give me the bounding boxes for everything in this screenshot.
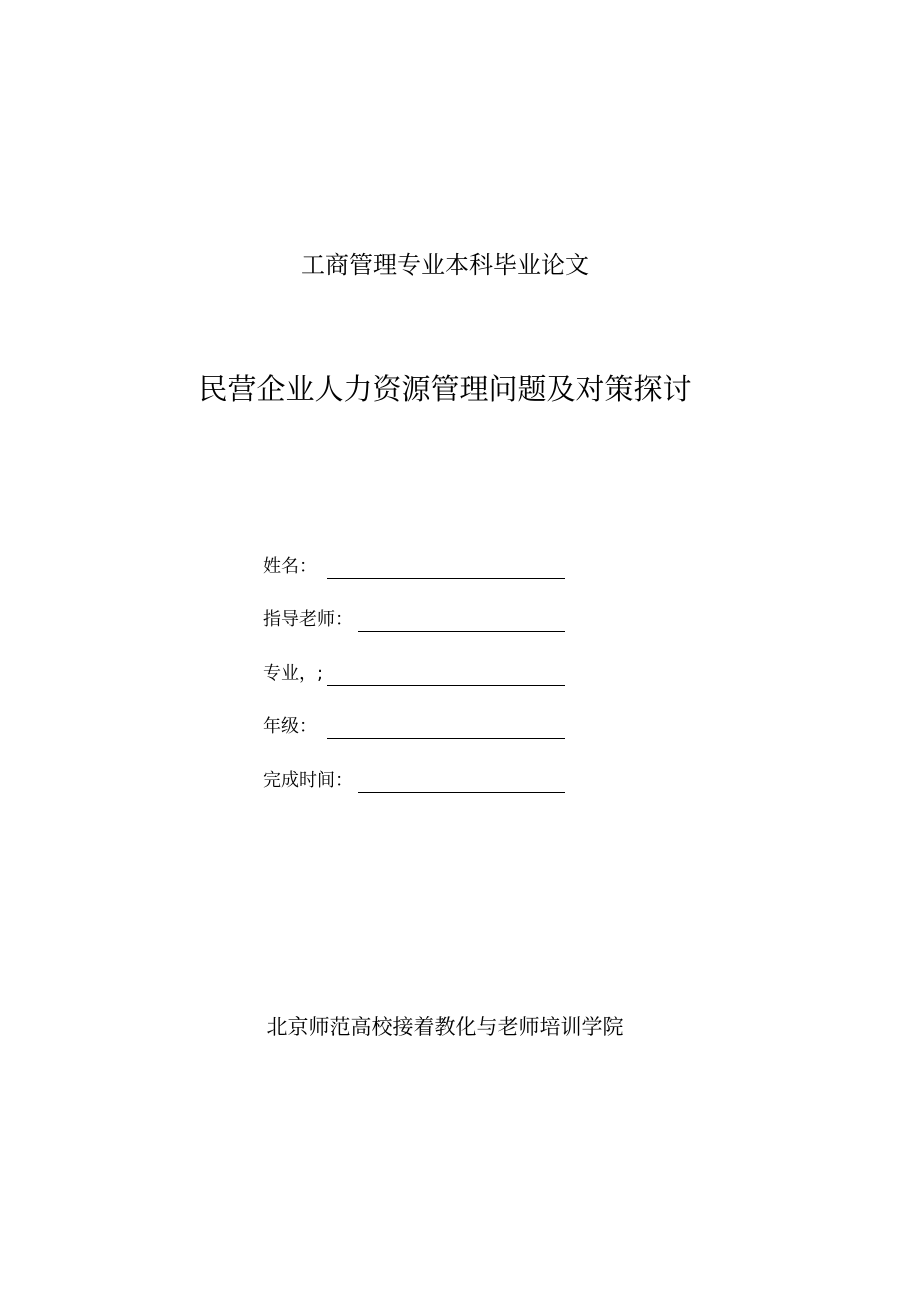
field-label-name: 姓名：	[263, 556, 317, 577]
field-label-completion-date: 完成时间：	[263, 770, 353, 791]
field-name	[263, 553, 317, 581]
field-label-grade: 年级：	[263, 716, 317, 737]
field-major	[263, 660, 323, 688]
advisor-blank-line	[358, 631, 565, 632]
completion-date-blank-line	[358, 792, 565, 793]
field-advisor	[263, 606, 353, 634]
major-blank-line	[327, 685, 565, 686]
field-grade	[263, 713, 317, 741]
name-blank-line	[327, 578, 565, 579]
field-completion-date	[263, 767, 353, 795]
grade-blank-line	[327, 738, 565, 739]
institution-name: 北京师范高校接着教化与老师培训学院	[266, 1015, 624, 1039]
thesis-title: 民营企业人力资源管理问题及对策探讨	[198, 372, 692, 406]
field-label-major: 专业，;	[263, 663, 324, 684]
thesis-category: 工商管理专业本科毕业论文	[301, 251, 589, 279]
field-label-advisor: 指导老师：	[263, 609, 353, 630]
